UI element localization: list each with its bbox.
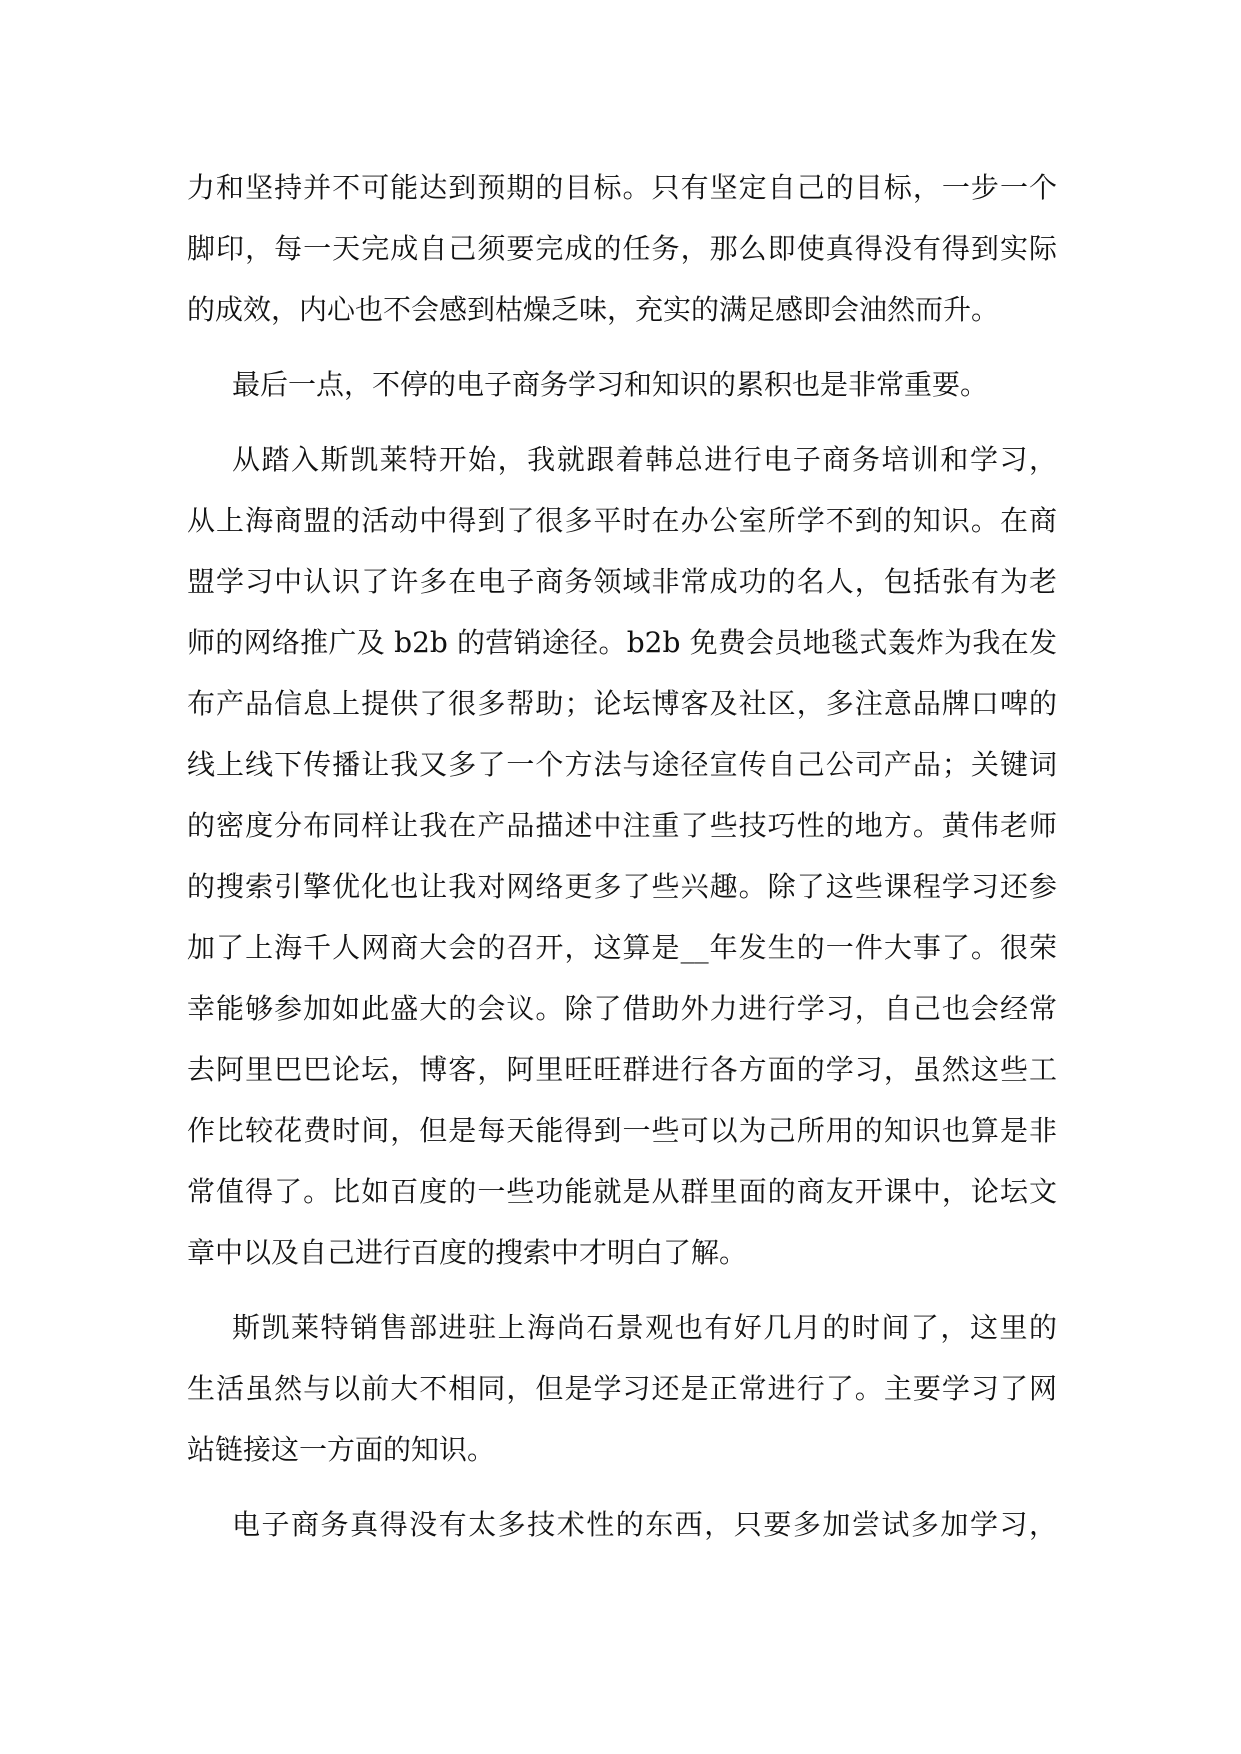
text-line: 线上线下传播让我又多了一个方法与途径宣传自己公司产品；关键词: [187, 748, 1057, 781]
text-line: 作比较花费时间，但是每天能得到一些可以为己所用的知识也算是非: [187, 1114, 1057, 1147]
text-line: 电子商务真得没有太多技术性的东西，只要多加尝试多加学习，: [232, 1508, 1057, 1541]
text-line: 加了上海千人网商大会的召开，这算是__年发生的一件大事了。很荣: [187, 931, 1057, 964]
text-line: 最后一点，不停的电子商务学习和知识的累积也是非常重要。: [232, 368, 989, 401]
text-line: 盟学习中认识了许多在电子商务领域非常成功的名人，包括张有为老: [187, 565, 1057, 598]
text-line: 幸能够参加如此盛大的会议。除了借助外力进行学习，自己也会经常: [187, 992, 1057, 1025]
text-line: 的密度分布同样让我在产品描述中注重了些技巧性的地方。黄伟老师: [187, 809, 1057, 842]
paragraph-gap: [187, 1283, 1057, 1297]
text-line: 去阿里巴巴论坛，博客，阿里旺旺群进行各方面的学习，虽然这些工: [187, 1053, 1057, 1086]
text-line: 力和坚持并不可能达到预期的目标。只有坚定自己的目标，一步一个: [187, 171, 1057, 204]
text-line: 师的网络推广及 b2b 的营销途径。b2b 免费会员地毯式轰炸为我在发: [187, 626, 1057, 659]
document-body: [187, 157, 1057, 1555]
text-line: 站链接这一方面的知识。: [187, 1433, 496, 1466]
text-line: 常值得了。比如百度的一些功能就是从群里面的商友开课中，论坛文: [187, 1175, 1057, 1208]
text-line: 生活虽然与以前大不相同，但是学习还是正常进行了。主要学习了网: [187, 1372, 1057, 1405]
paragraph-gap: [187, 340, 1057, 354]
text-line: 从踏入斯凯莱特开始，我就跟着韩总进行电子商务培训和学习，: [232, 443, 1057, 476]
text-line: 从上海商盟的活动中得到了很多平时在办公室所学不到的知识。在商: [187, 504, 1057, 537]
paragraph-gap: [187, 415, 1057, 429]
paragraph-gap: [187, 1480, 1057, 1494]
text-line: 斯凯莱特销售部进驻上海尚石景观也有好几月的时间了，这里的: [232, 1311, 1057, 1344]
text-line: 脚印，每一天完成自己须要完成的任务，那么即使真得没有得到实际: [187, 232, 1057, 265]
text-line: 的搜索引擎优化也让我对网络更多了些兴趣。除了这些课程学习还参: [187, 870, 1057, 903]
text-line: 章中以及自己进行百度的搜索中才明白了解。: [187, 1236, 748, 1269]
text-line: 的成效，内心也不会感到枯燥乏味，充实的满足感即会油然而升。: [187, 293, 1000, 326]
text-line: 布产品信息上提供了很多帮助；论坛博客及社区，多注意品牌口啤的: [187, 687, 1057, 720]
